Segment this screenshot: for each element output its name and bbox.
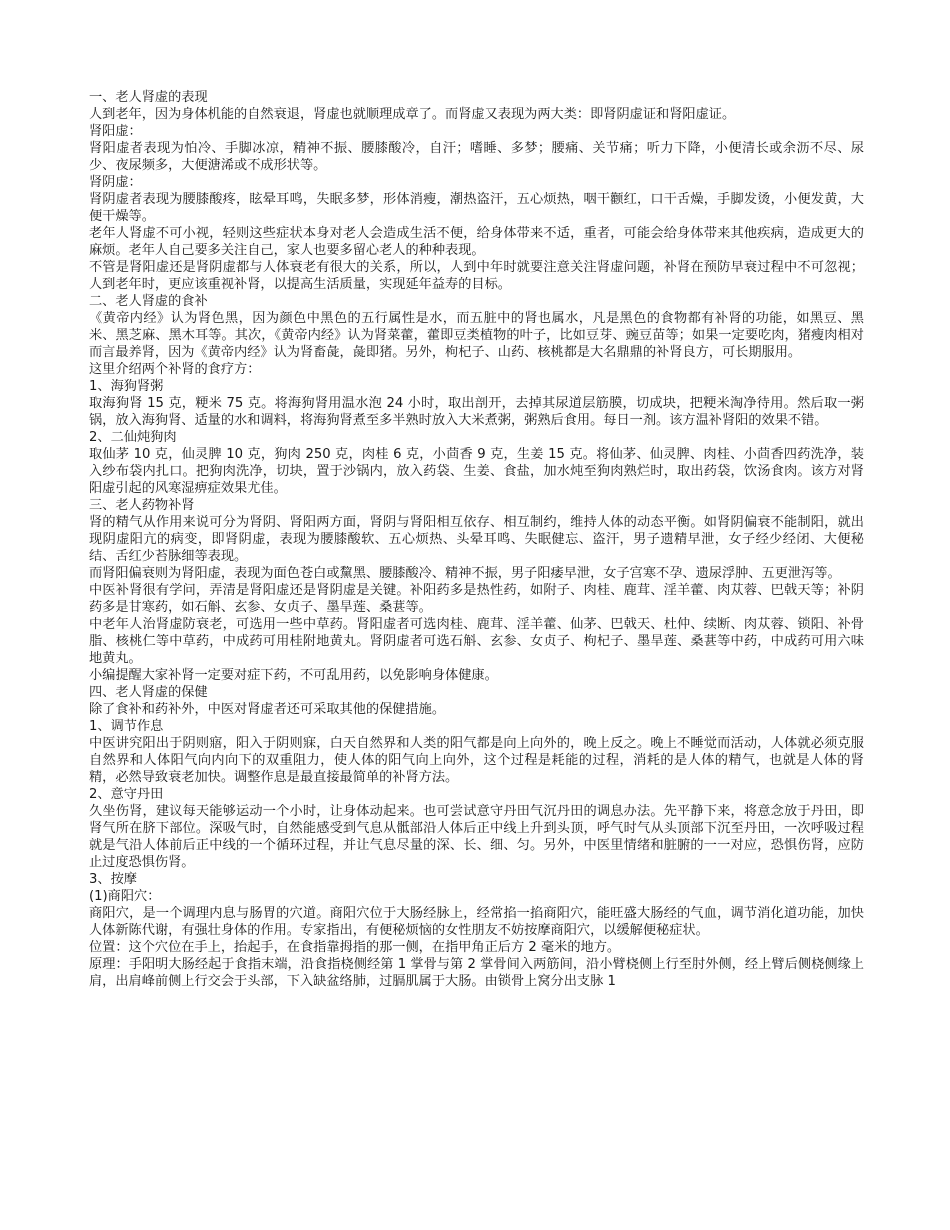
paragraph: 取仙茅 10 克，仙灵脾 10 克，狗肉 250 克，肉桂 6 克，小茴香 9 克，生姜 15 克。将仙茅、仙灵脾、肉桂、小茴香四药洗净，装入纱布袋内扎口。把狗肉洗净，切块，置于沙锅内，放入药袋、生姜、食盐，加水炖至狗肉熟烂时，取出药袋，饮汤食肉。该方对肾阳虚引起的风寒湿痹症效果尤佳。 xyxy=(89,447,864,496)
paragraph: 而肾阳偏衰则为肾阳虚，表现为面色苍白或黧黑、腰膝酸冷、精神不振，男子阳痿早泄，女子宫寒不孕、遗尿浮肿、五更泄泻等。 xyxy=(89,566,841,581)
paragraph: 除了食补和药补外，中医对肾虚者还可采取其他的保健措施。 xyxy=(89,702,446,717)
paragraph: 取海狗肾 15 克，粳米 75 克。将海狗肾用温水泡 24 小时，取出剖开，去掉其尿道层筋膜，切成块，把粳米淘净待用。然后取一粥锅，放入海狗肾、适量的水和调料，将海狗肾煮至多半熟时放入大米煮粥，粥熟后食用。每日一剂。该方温补肾阳的效果不错。 xyxy=(89,396,864,428)
paragraph: 人到老年，因为身体机能的自然衰退，肾虚也就顺理成章了。而肾虚又表现为两大类：即肾阴虚证和肾阳虚证。 xyxy=(89,107,736,122)
section-heading: 三、老人药物补肾 xyxy=(89,498,195,513)
paragraph: 中老年人治肾虚防衰老，可选用一些中草药。肾阳虚者可选肉桂、鹿茸、淫羊藿、仙茅、巴戟天、杜仲、续断、肉苁蓉、锁阳、补骨脂、核桃仁等中草药，中成药可用桂附地黄丸。肾阴虚者可选石斛、玄参、女贞子、枸杞子、墨旱莲、桑葚等中药，中成药可用六味地黄丸。 xyxy=(89,617,864,666)
subheading: 肾阳虚： xyxy=(89,124,142,139)
paragraph: 小编提醒大家补肾一定要对症下药，不可乱用药，以免影响身体健康。 xyxy=(89,668,498,683)
subheading: 3、按摩 xyxy=(89,872,137,887)
paragraph: 肾阳虚者表现为怕冷、手脚冰凉，精神不振、腰膝酸冷，自汗；嗜睡、多梦；腰痛、关节痛；听力下降，小便清长或余沥不尽、尿少、夜尿频多，大便溏浠或不成形状等。 xyxy=(89,141,864,173)
subheading: 2、意守丹田 xyxy=(89,787,164,802)
paragraph: 久坐伤肾，建议每天能够运动一个小时，让身体动起来。也可尝试意守丹田气沉丹田的调息办法。先平静下来，将意念放于丹田，即肾气所在脐下部位。深吸气时，自然能感受到气息从骶部沿人体后正中线上升到头顶，呼气时气从头顶部下沉至丹田，一次呼吸过程就是气沿人体前后正中线的一个循环过程，并让气息尽量的深、长、细、匀。另外，中医里情绪和脏腑的一一对应，恐惧伤肾，应防止过度恐惧伤肾。 xyxy=(89,804,864,870)
subheading: 1、海狗肾粥 xyxy=(89,379,164,394)
paragraph: 老年人肾虚不可小视，轻则这些症状本身对老人会造成生活不便，给身体带来不适，重者，可能会给身体带来其他疾病，造成更大的麻烦。老年人自己要多关注自己，家人也要多留心老人的种种表现。 xyxy=(89,226,864,258)
subheading: 2、二仙炖狗肉 xyxy=(89,430,177,445)
section-heading: 四、老人肾虚的保健 xyxy=(89,685,208,700)
paragraph: 商阳穴，是一个调理内息与肠胃的穴道。商阳穴位于大肠经脉上，经常掐一掐商阳穴，能旺盛大肠经的气血，调节消化道功能，加快人体新陈代谢，有强壮身体的作用。专家指出，有便秘烦恼的女性朋友不妨按摩商阳穴，以缓解便秘症状。 xyxy=(89,906,864,938)
subheading: 肾阴虚： xyxy=(89,175,142,190)
paragraph: 不管是肾阳虚还是肾阴虚都与人体衰老有很大的关系，所以，人到中年时就要注意关注肾虚问题，补肾在预防早衰过程中不可忽视；人到老年时，更应该重视补肾，以提高生活质量，实现延年益寿的目标。 xyxy=(89,260,864,292)
subheading: (1)商阳穴： xyxy=(89,889,161,904)
subheading: 1、调节作息 xyxy=(89,719,164,734)
paragraph: 肾阴虚者表现为腰膝酸疼，眩晕耳鸣，失眠多梦，形体消瘦，潮热盗汗，五心烦热，咽干颧红，口干舌燥，手脚发烫，小便发黄，大便干燥等。 xyxy=(89,192,864,224)
paragraph: 肾的精气从作用来说可分为肾阴、肾阳两方面，肾阴与肾阳相互依存、相互制约，维持人体的动态平衡。如肾阴偏衰不能制阳，就出现阴虚阳亢的病变，即肾阴虚，表现为腰膝酸软、五心烦热、头晕耳鸣、失眠健忘、盗汗，男子遗精早泄，女子经少经闭、大便秘结、舌红少苔脉细等表现。 xyxy=(89,515,864,564)
paragraph: 中医讲究阳出于阴则寤，阳入于阴则寐，白天自然界和人类的阳气都是向上向外的，晚上反之。晚上不睡觉而活动，人体就必须克服自然界和人体阳气向内向下的双重阻力，使人体的阳气向上向外，这个过程是耗能的过程，消耗的是人体的精气，也就是人体的肾精，必然导致衰老加快。调整作息是最直接最简单的补肾方法。 xyxy=(89,736,864,785)
section-heading: 一、老人肾虚的表现 xyxy=(89,90,208,105)
paragraph: 中医补肾很有学问，弄清是肾阳虚还是肾阴虚是关键。补阳药多是热性药，如附子、肉桂、鹿茸、淫羊藿、肉苁蓉、巴戟天等；补阴药多是甘寒药，如石斛、玄参、女贞子、墨旱莲、桑葚等。 xyxy=(89,583,864,615)
paragraph: 原理：手阳明大肠经起于食指末端，沿食指桡侧经第 1 掌骨与第 2 掌骨间入两筋间，沿小臂桡侧上行至肘外侧，经上臂后侧桡侧缘上肩，出肩峰前侧上行交会于头部，下入缺盆络肺，过膈肌属于大肠。由锁骨上窝分出支脉 1 xyxy=(89,957,864,989)
paragraph: 《黄帝内经》认为肾色黑，因为颜色中黑色的五行属性是水，而五脏中的肾也属水，凡是黑色的食物都有补肾的功能，如黑豆、黑米、黑芝麻、黑木耳等。其次，《黄帝内经》认为肾菜藿，藿即豆类植物的叶子，比如豆芽、豌豆苗等；如果一定要吃肉，猪瘦肉相对而言最养肾，因为《黄帝内经》认为肾畜彘，彘即猪。另外，枸杞子、山药、核桃都是大名鼎鼎的补肾良方，可长期服用。 xyxy=(89,311,864,360)
section-heading: 二、老人肾虚的食补 xyxy=(89,294,208,309)
subheading: 这里介绍两个补肾的食疗方： xyxy=(89,362,261,377)
paragraph: 位置：这个穴位在手上，抬起手，在食指靠拇指的那一侧，在指甲角正后方 2 毫米的地方。 xyxy=(89,940,621,955)
document-body xyxy=(89,89,864,990)
